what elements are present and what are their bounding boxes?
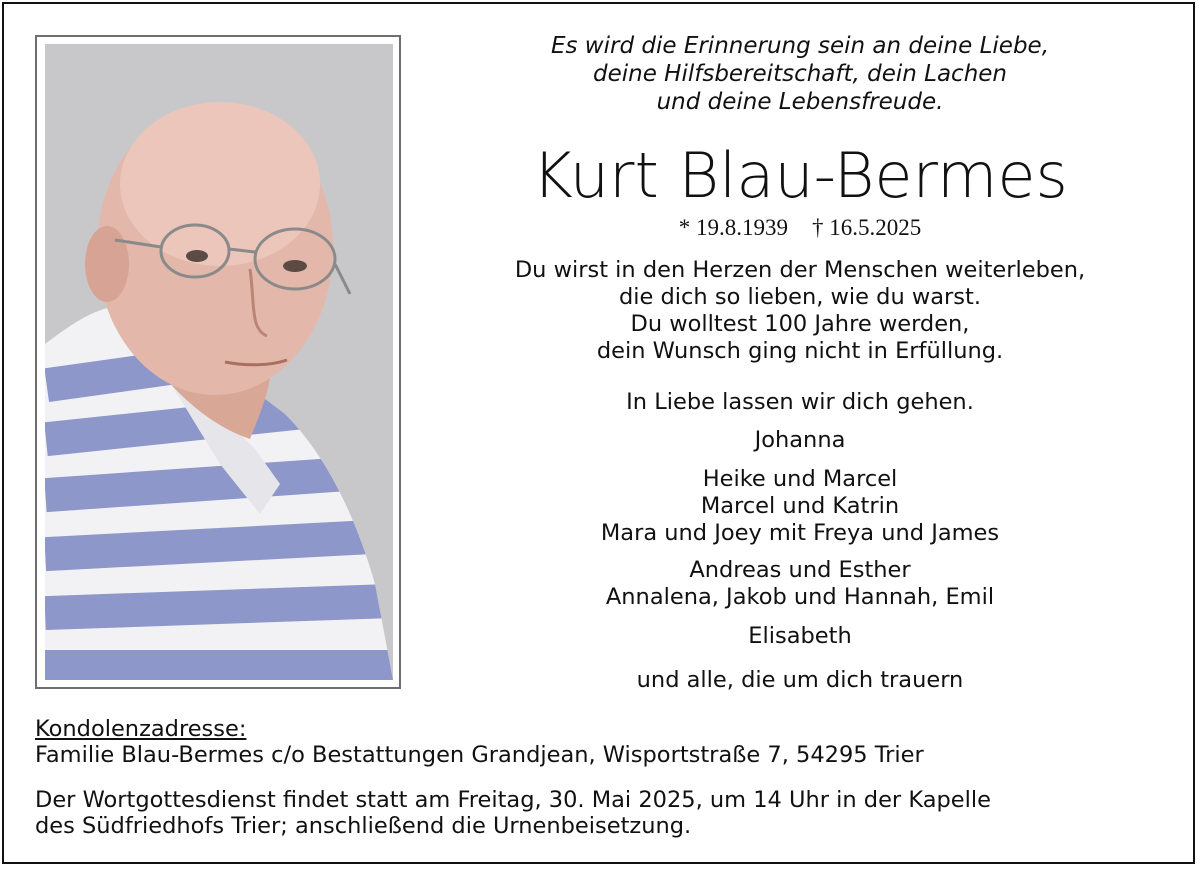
poem-line: Du wirst in den Herzen der Menschen weiterleben, [514, 257, 1086, 283]
life-dates [440, 213, 1160, 243]
poem [440, 257, 1160, 365]
portrait-photo [45, 44, 393, 680]
service-info [35, 787, 1165, 839]
mourners-group-1 [440, 427, 1160, 454]
mourner-name: Johanna [754, 427, 846, 453]
quote-line: und deine Lebensfreude. [656, 89, 944, 115]
mourners-closing: und alle, die um dich trauern [636, 667, 964, 693]
mourner-name: Andreas und Esther [689, 557, 911, 583]
birth-date: * 19.8.1939 [678, 215, 788, 240]
condolence-heading: Kondolenzadresse: [35, 716, 247, 742]
mourner-name: Mara und Joey mit Freya und James [600, 520, 1000, 546]
condolence-address [35, 716, 1165, 768]
mourner-name: Annalena, Jakob und Hannah, Emil [605, 584, 995, 610]
poem-line: die dich so lieben, wie du warst. [619, 284, 981, 310]
opening-quote [440, 32, 1160, 116]
service-line: des Südfriedhofs Trier; anschließend die Urnenbeisetzung. [35, 813, 692, 839]
quote-line: deine Hilfsbereitschaft, dein Lachen [592, 61, 1008, 87]
poem-line: dein Wunsch ging nicht in Erfüllung. [596, 338, 1004, 364]
mourner-name: Elisabeth [748, 623, 852, 649]
quote-line: Es wird die Erinnerung sein an deine Liebe, [550, 33, 1050, 59]
farewell-line: In Liebe lassen wir dich gehen. [626, 389, 974, 415]
mourners-group-3 [440, 623, 1160, 650]
mourners-group-2 [440, 466, 1160, 611]
service-line: Der Wortgottesdienst findet statt am Freitag, 30. Mai 2025, um 14 Uhr in der Kapelle [35, 787, 991, 813]
mourner-name: Marcel und Katrin [700, 493, 900, 519]
mourner-name: Heike und Marcel [702, 466, 898, 492]
deceased-name: Kurt Blau-Bermes [532, 139, 1068, 212]
death-date: † 16.5.2025 [812, 215, 922, 240]
condolence-address-line: Familie Blau-Bermes c/o Bestattungen Grandjean, Wisportstraße 7, 54295 Trier [35, 742, 924, 768]
poem-line: Du wolltest 100 Jahre werden, [630, 311, 970, 337]
